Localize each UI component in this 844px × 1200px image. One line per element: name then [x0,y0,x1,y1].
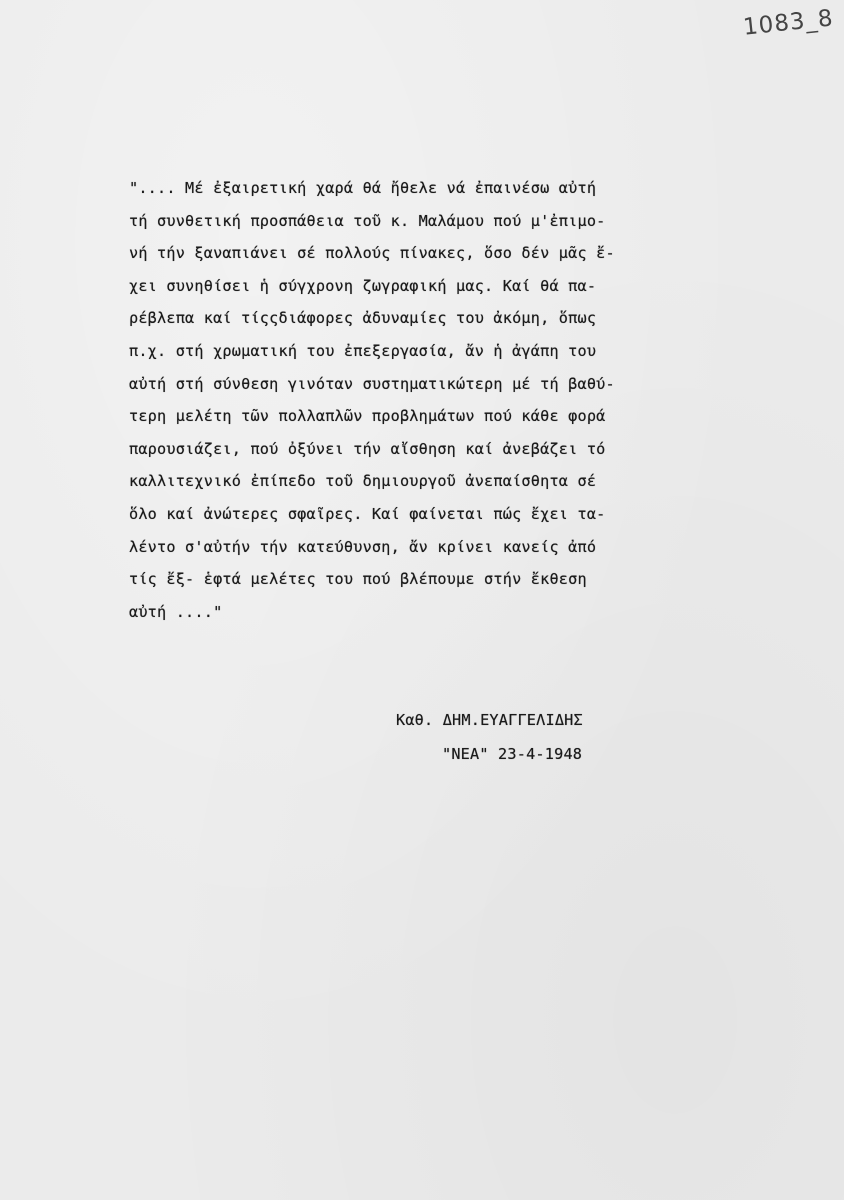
text-line: νή τήν ξαναπιάνει σέ πολλούς πίνακες, ὅσο δέν μᾶς ἔ- [129,244,615,263]
text-line: καλλιτεχνικό ἐπίπεδο τοῦ δημιουργοῦ ἀνεπαίσθητα σέ [129,472,597,491]
text-line: αὐτή στή σύνθεση γινόταν συστηματικώτερη μέ τή βαθύ- [129,374,615,393]
text-line: χει συνηθίσει ἡ σύγχρονη ζωγραφική μας. Καί θά πα- [129,276,597,295]
text-line: παρουσιάζει, πού ὀξύνει τήν αἴσθηση καί ἀνεβάζει τό [129,439,606,458]
text-line: π.χ. στή χρωματική του ἐπεξεργασία, ἄν ἡ ἀγάπη του [129,341,597,360]
source-citation: "ΝΕΑ" 23-4-1948 [442,745,583,763]
text-line: ".... Μέ ἐξαιρετική χαρά θά ἤθελε νά ἐπαινέσω αὐτή [129,179,597,197]
text-line: τή συνθετική προσπάθεια τοῦ κ. Μαλάμου πού μ'ἐπιμο- [129,211,606,230]
author-name: Καθ. ΔΗΜ.ΕΥΑΓΓΕΛΙΔΗΣ [396,711,583,729]
text-line: τίς ἔξ- ἑφτά μελέτες του πού βλέπουμε στήν ἔκθεση [129,570,587,589]
text-line: ρέβλεπα καί τίςςδιάφορες ἀδυναμίες του ἀκόμη, ὅπως [129,309,597,328]
quoted-review-text [129,172,689,628]
text-line: τερη μελέτη τῶν πολλαπλῶν προβλημάτων πού κάθε φορά [129,407,606,426]
text-line: αὐτή ...." [129,602,223,621]
text-line: λέντο σ'αὐτήν τήν κατεύθυνση, ἄν κρίνει κανείς ἀπό [129,537,597,556]
handwritten-archive-number: 1083_8 [742,5,836,41]
signature-block [396,703,583,771]
text-line: ὅλο καί ἀνώτερες σφαῖρες. Καί φαίνεται πώς ἔχει τα- [129,504,606,523]
